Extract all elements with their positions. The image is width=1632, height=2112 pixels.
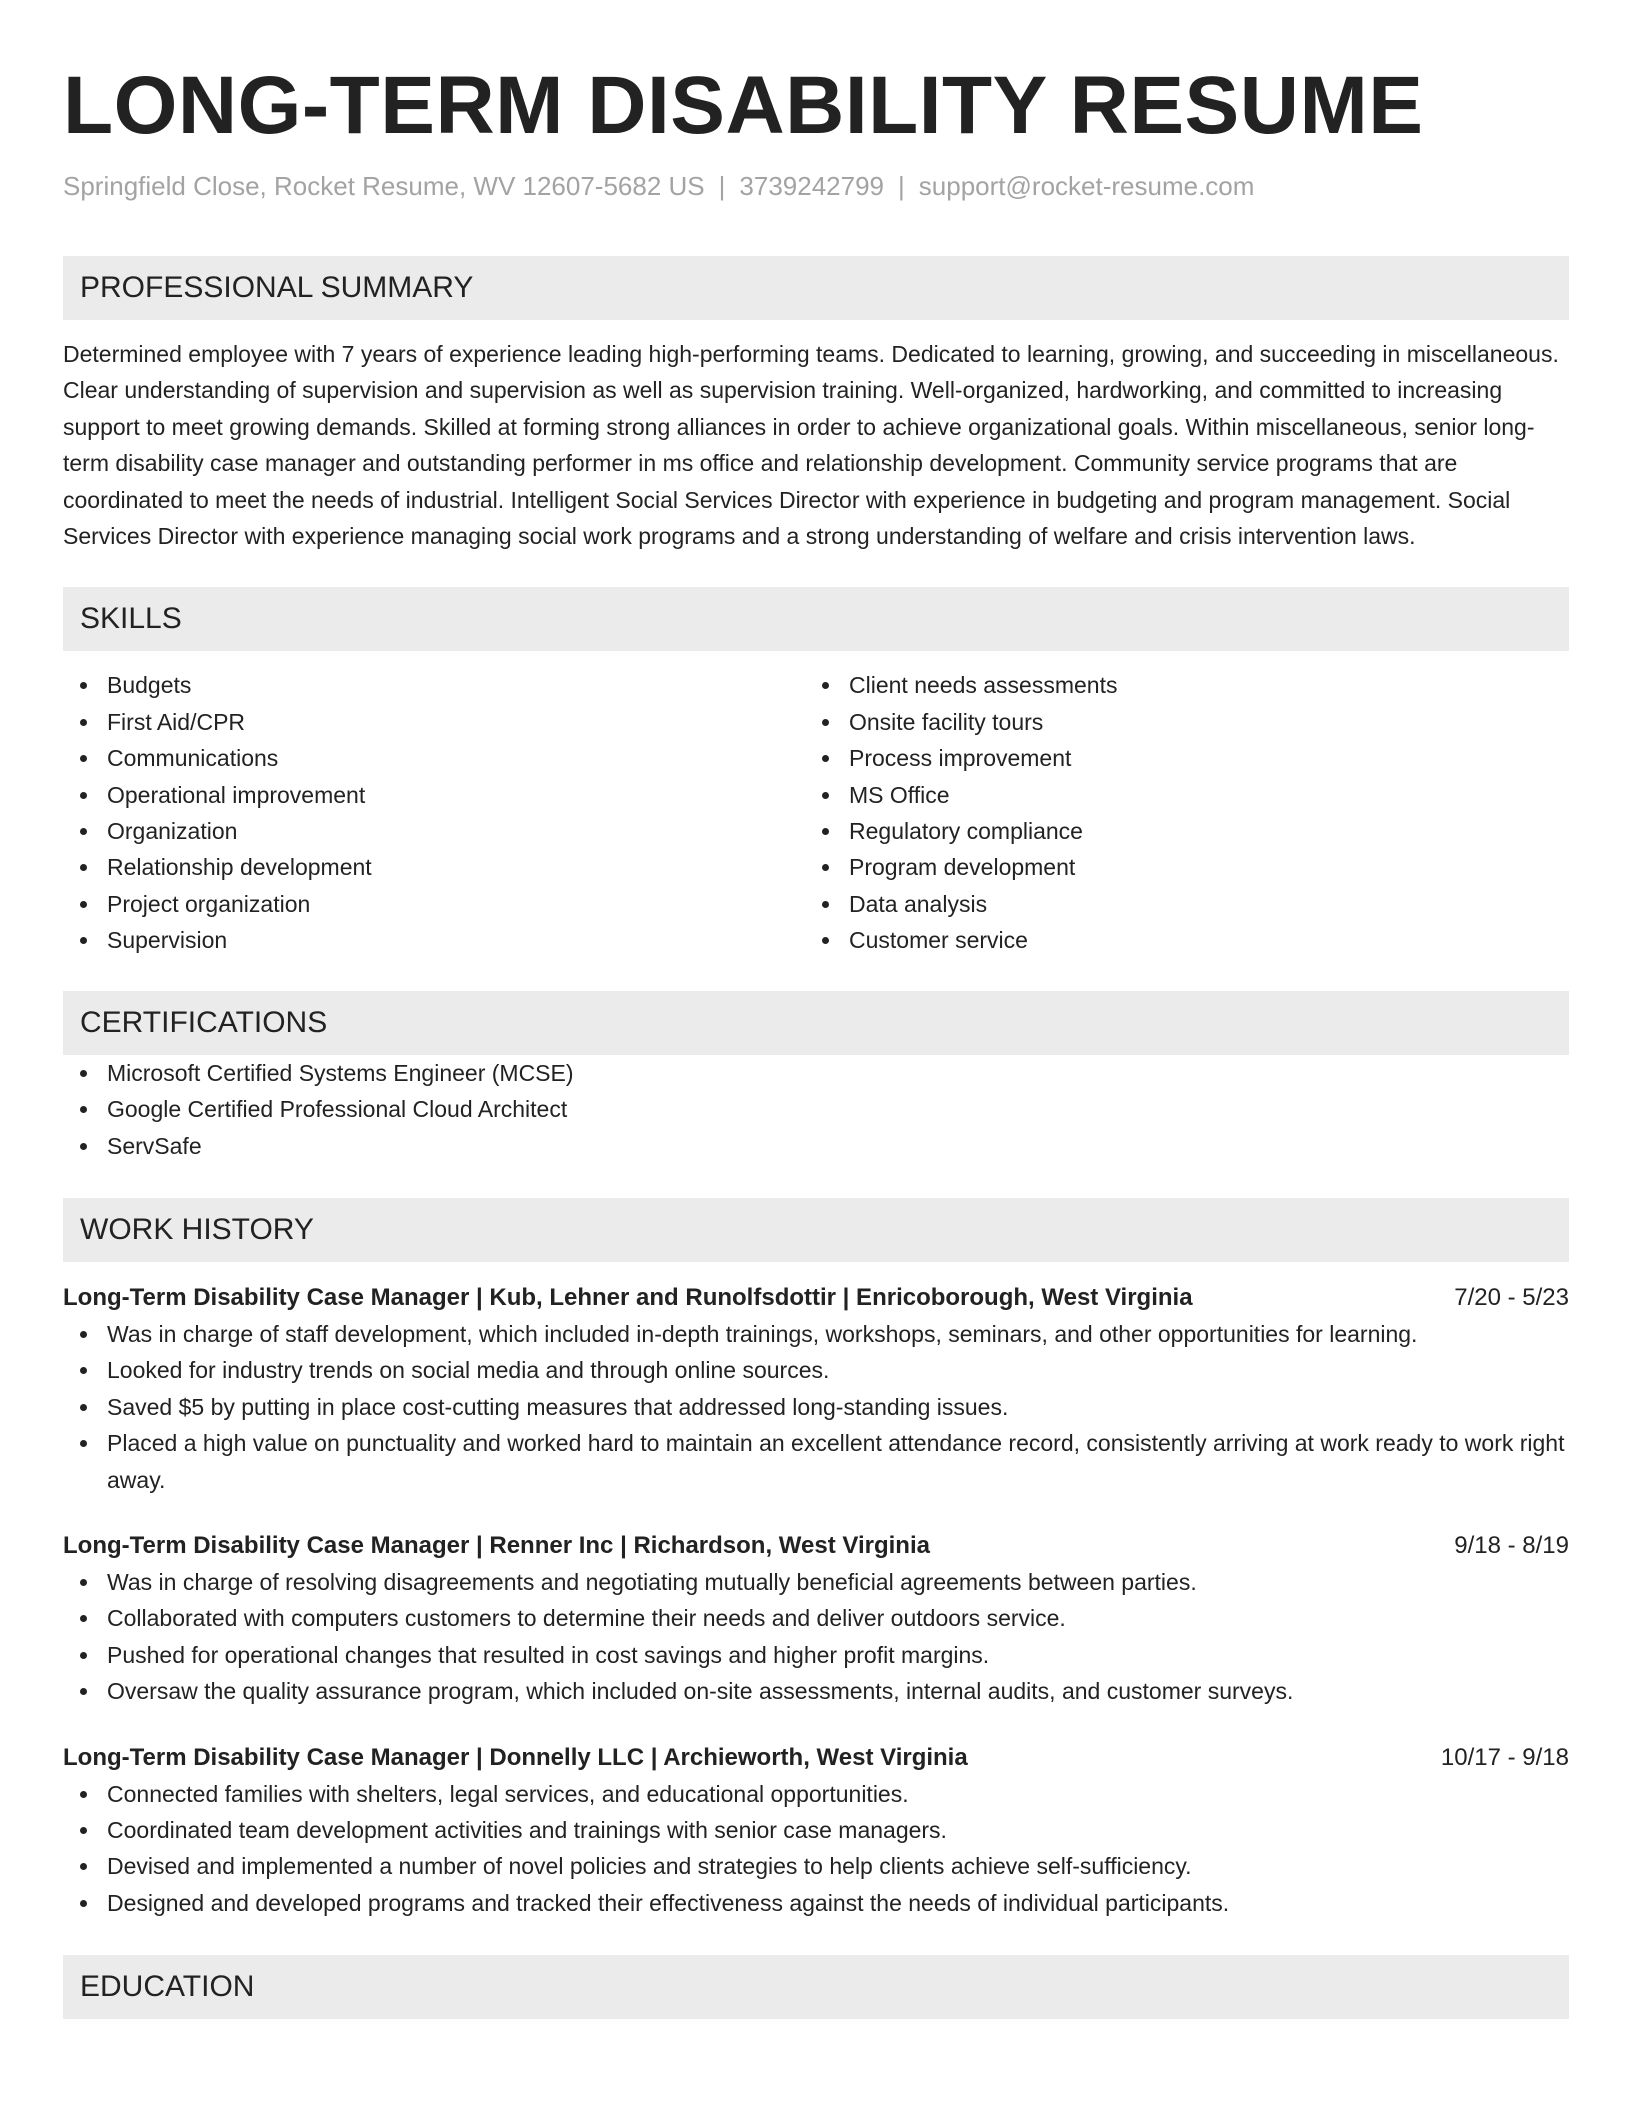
section-heading-work-history: WORK HISTORY bbox=[63, 1198, 1569, 1262]
job-bullet: Looked for industry trends on social media and through online sources. bbox=[63, 1352, 1569, 1388]
certification-item: ServSafe bbox=[63, 1128, 1569, 1164]
skill-item: Client needs assessments bbox=[805, 667, 1547, 703]
contact-phone: 3739242799 bbox=[739, 171, 885, 201]
job-bullet: Designed and developed programs and tracked their effectiveness against the needs of individual participants. bbox=[63, 1885, 1569, 1921]
skill-item: Organization bbox=[63, 813, 805, 849]
section-heading-education: EDUCATION bbox=[63, 1955, 1569, 2019]
section-heading-summary: PROFESSIONAL SUMMARY bbox=[63, 256, 1569, 320]
skills-column-right bbox=[805, 667, 1547, 958]
job-bullets bbox=[63, 1776, 1569, 1922]
job-entry bbox=[63, 1528, 1569, 1710]
skills-column-left bbox=[63, 667, 805, 958]
contact-separator: | bbox=[718, 171, 726, 201]
skill-item: First Aid/CPR bbox=[63, 704, 805, 740]
skill-item: Supervision bbox=[63, 922, 805, 958]
job-bullet: Devised and implemented a number of novel policies and strategies to help clients achieve self-sufficiency. bbox=[63, 1848, 1569, 1884]
job-dates: 9/18 - 8/19 bbox=[1454, 1531, 1569, 1559]
job-title: Long-Term Disability Case Manager | Kub, Lehner and Runolfsdottir | Enricoborough, West Virginia bbox=[63, 1283, 1193, 1311]
skill-item: Relationship development bbox=[63, 849, 805, 885]
job-bullet: Saved $5 by putting in place cost-cutting measures that addressed long-standing issues. bbox=[63, 1389, 1569, 1425]
job-bullet: Connected families with shelters, legal services, and educational opportunities. bbox=[63, 1776, 1569, 1812]
job-bullets bbox=[63, 1316, 1569, 1498]
skill-item: Budgets bbox=[63, 667, 805, 703]
section-heading-certifications: CERTIFICATIONS bbox=[63, 991, 1569, 1055]
job-dates: 7/20 - 5/23 bbox=[1454, 1283, 1569, 1311]
skills-list bbox=[63, 667, 1569, 958]
skill-item: Communications bbox=[63, 740, 805, 776]
job-entry bbox=[63, 1740, 1569, 1922]
job-bullet: Collaborated with computers customers to determine their needs and deliver outdoors service. bbox=[63, 1600, 1569, 1636]
contact-address: Springfield Close, Rocket Resume, WV 12607-5682 US bbox=[63, 171, 705, 201]
skill-item: MS Office bbox=[805, 777, 1547, 813]
skill-item: Onsite facility tours bbox=[805, 704, 1547, 740]
skill-item: Project organization bbox=[63, 886, 805, 922]
skill-item: Process improvement bbox=[805, 740, 1547, 776]
contact-separator: | bbox=[898, 171, 905, 201]
job-bullet: Placed a high value on punctuality and worked hard to maintain an excellent attendance record, consistently arriving at work ready to work right away. bbox=[63, 1425, 1569, 1498]
skill-item: Data analysis bbox=[805, 886, 1547, 922]
job-bullet: Oversaw the quality assurance program, which included on-site assessments, internal audits, and customer surveys. bbox=[63, 1673, 1569, 1709]
job-header bbox=[63, 1740, 1569, 1776]
contact-line bbox=[63, 168, 1569, 204]
job-title: Long-Term Disability Case Manager | Renner Inc | Richardson, West Virginia bbox=[63, 1531, 930, 1559]
job-header bbox=[63, 1280, 1569, 1316]
job-bullet: Was in charge of staff development, which included in-depth trainings, workshops, seminars, and other opportunities for learning. bbox=[63, 1316, 1569, 1352]
certifications-list bbox=[63, 1055, 1569, 1164]
contact-email: support@rocket-resume.com bbox=[918, 171, 1255, 201]
job-entry bbox=[63, 1280, 1569, 1498]
section-heading-skills: SKILLS bbox=[63, 587, 1569, 651]
job-bullet: Coordinated team development activities and trainings with senior case managers. bbox=[63, 1812, 1569, 1848]
job-bullet: Pushed for operational changes that resulted in cost savings and higher profit margins. bbox=[63, 1637, 1569, 1673]
summary-text: Determined employee with 7 years of experience leading high-performing teams. Dedicated to learning, growing, and succeeding in miscellaneous. Clear understanding of supervision and supervision as well as supervision training. Well-organized, hardworking, and committed to increasing support to meet growing demands. Skilled at forming strong alliances in order to achieve organizational goals. Within miscellaneous, senior long-term disability case manager and outstanding performer in ms office and relationship development. Community service programs that are coordinated to meet the needs of industrial. Intelligent Social Services Director with experience in budgeting and program management. Social Services Director with experience managing social work programs and a strong understanding of welfare and crisis intervention laws. bbox=[63, 341, 1559, 550]
certification-item: Microsoft Certified Systems Engineer (MCSE) bbox=[63, 1055, 1569, 1091]
job-dates: 10/17 - 9/18 bbox=[1440, 1743, 1569, 1771]
certification-item: Google Certified Professional Cloud Architect bbox=[63, 1091, 1569, 1127]
skill-item: Customer service bbox=[805, 922, 1547, 958]
job-bullets bbox=[63, 1564, 1569, 1710]
job-title: Long-Term Disability Case Manager | Donnelly LLC | Archieworth, West Virginia bbox=[63, 1743, 968, 1771]
skill-item: Operational improvement bbox=[63, 777, 805, 813]
job-header bbox=[63, 1528, 1569, 1564]
resume-title: LONG-TERM DISABILITY RESUME bbox=[63, 60, 1424, 151]
skill-item: Program development bbox=[805, 849, 1547, 885]
job-bullet: Was in charge of resolving disagreements and negotiating mutually beneficial agreements between parties. bbox=[63, 1564, 1569, 1600]
skill-item: Regulatory compliance bbox=[805, 813, 1547, 849]
